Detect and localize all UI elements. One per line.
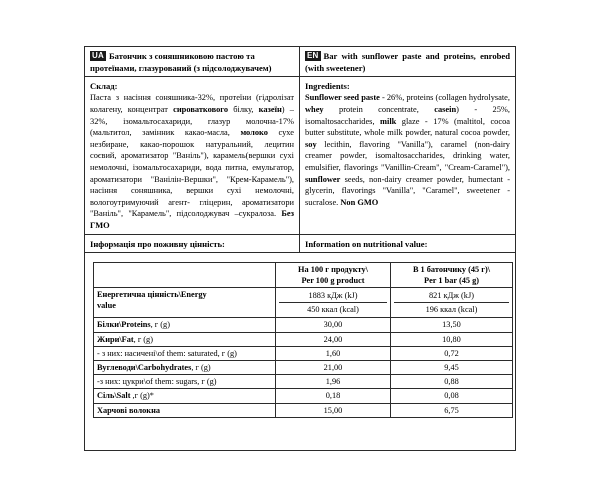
table-row [94,287,513,317]
row-value-carbohydrates-per-100g: 21,00 [276,360,391,374]
header-per-100g-line1: На 100 г продукту\ [298,264,368,274]
product-title-ua: Батончик з соняшниковою пастою та протеїнами, глазурований (з підсолоджувачем) [90,51,272,74]
row-label-salt-rest: ,г (g)* [130,391,154,401]
nutrition-table [93,262,513,418]
product-label-frame [84,46,516,451]
energy-kcal-per-bar: 196 ккал (kcal) [425,305,478,315]
energy-kj-per-bar: 821 кДж (kJ) [394,289,509,303]
row-value-sugars-per-bar: 0,88 [391,375,513,389]
row-label-salt [94,389,276,403]
table-row [94,346,513,360]
row-value-carbohydrates-per-bar: 9,45 [391,360,513,374]
table-row [94,389,513,403]
table-row [94,403,513,417]
row-label-energy [94,287,276,317]
row-label-fat-rest: , г (g) [133,334,153,344]
product-title-en-paragraph [305,50,510,74]
ingredients-cell-ua [85,77,300,233]
nutrition-table-body [94,262,513,417]
row-label-proteins [94,318,276,332]
energy-kj-per-100g: 1883 кДж (kJ) [279,289,387,303]
product-title-row [85,47,515,77]
ingredients-heading-en: Ingredients: [305,81,350,92]
row-value-fat-per-100g: 24,00 [276,332,391,346]
row-label-energy-line1: Енергетична цінність\Energy [97,289,207,299]
row-label-proteins-bold: Білки\Proteins [97,320,151,330]
header-cell-per-100g [276,262,391,287]
table-row [94,375,513,389]
row-value-sugars-per-100g: 1,96 [276,375,391,389]
nutrition-table-wrapper [85,253,515,428]
table-header-row [94,262,513,287]
header-per-100g-line2: Per 100 g product [301,275,365,285]
row-label-carbohydrates-rest: , г (g) [191,362,211,372]
row-label-proteins-rest: , г (g) [150,320,170,330]
row-value-salt-per-bar: 0,08 [391,389,513,403]
row-value-energy-per-100g [276,287,391,317]
ingredients-cell-en [300,77,515,233]
nutrition-heading-cell-en [300,235,515,252]
row-label-energy-line2: value [97,301,116,311]
title-cell-en [300,47,515,76]
nutrition-heading-ua: Інформація про поживну цінність: [90,238,225,249]
nutrition-heading-cell-ua [85,235,300,252]
ingredients-heading-ua: Склад: [90,81,118,92]
row-value-saturated-per-bar: 0,72 [391,346,513,360]
row-value-proteins-per-bar: 13,50 [391,318,513,332]
product-title-ua-paragraph [90,50,294,74]
table-row [94,318,513,332]
nutrition-heading-en: Information on nutritional value: [305,238,428,249]
header-per-bar-line1: В 1 батончику (45 г)\ [412,264,491,274]
row-value-energy-per-bar [391,287,513,317]
row-label-fat-bold: Жири\Fat [97,334,134,344]
product-title-en: Bar with sunflower paste and proteins, enrobed (with sweetener) [305,51,510,74]
row-label-sugars: -з них: цукри\of them: sugars, г (g) [94,375,276,389]
row-value-dietary-fiber-per-bar: 6,75 [391,403,513,417]
ingredients-text-ua: Паста з насіння соняшника-32%, протеїни (гідролізат колагену, концентрат сироваткового білку, казеїн) – 32%, ізомальтосахариди, глазур молочна-17% (мальтитол, замінник какао-масла, молоко сухе незбиране, какао-порошок натуральний, лецитин соєвий, ароматизатор "Ваніль"), карамель(вершки сухі немолочні, ізомальтосахариди, вода питна, емульгатор, ароматизатори "Ванілін-Вершки", "Крем-Карамель"), насіння соняшника, вершки сухі немолочні, вологоутримуючий агент- гліцерин, ароматизатори "Ваніль", "Карамель", підсолоджувач –сукралоза. Без ГМО [90,93,295,230]
row-value-saturated-per-100g: 1,60 [276,346,391,360]
row-label-carbohydrates-bold: Вуглеводи\Carbohydrates [97,362,192,372]
row-value-fat-per-bar: 10,80 [391,332,513,346]
energy-kcal-per-100g: 450 ккал (kcal) [307,305,359,315]
language-badge-ua: UA [92,51,104,60]
ingredients-text-en: Sunflower seed paste - 26%, proteins (collagen hydrolysate, whey protein concentrate, casein) - 25%, isomaltosaccharides, milk glaze - 17% (maltitol, cocoa butter substitute, whole milk powder, natural cocoa powder, soy lecithin, flavoring "Vanilla"), caramel (non-dairy creamer powder, isomaltosaccharides, drinking water, emulsifier, flavorings "Vanillin-Cream", "Cream-Caramel"), sunflower seeds, non-dairy creamer powder, humectant - glycerin, flavorings "Vanilla", "Caramel", sweetener - sucralose. Non GMO [305,93,510,207]
nutrition-heading-row [85,235,515,253]
header-per-bar-line2: Per 1 bar (45 g) [424,275,479,285]
title-cell-ua [85,47,300,76]
row-value-salt-per-100g: 0,18 [276,389,391,403]
row-value-dietary-fiber-per-100g: 15,00 [276,403,391,417]
row-label-fat [94,332,276,346]
row-label-dietary-fiber: Харчові волокна [94,403,276,417]
header-cell-per-bar [391,262,513,287]
ingredients-row [85,77,515,234]
header-cell-label [94,262,276,287]
row-label-carbohydrates [94,360,276,374]
table-row [94,332,513,346]
row-label-saturated: - з них: насичені\of them: saturated, г (g) [94,346,276,360]
row-label-salt-bold: Сіль\Salt [97,391,131,401]
row-value-proteins-per-100g: 30,00 [276,318,391,332]
language-badge-en: EN [307,51,319,60]
table-row [94,360,513,374]
